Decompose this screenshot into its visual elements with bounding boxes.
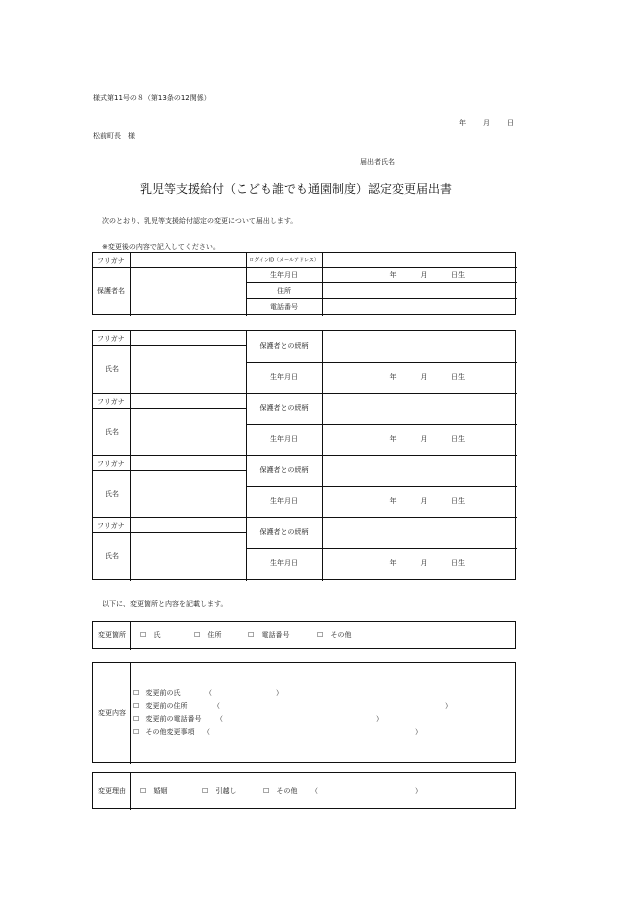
close-paren: ） [376, 715, 383, 723]
guardian-birthdate-label: 生年月日 [270, 271, 298, 279]
checkbox-icon[interactable]: ☐ [133, 689, 140, 697]
change-location-option-name[interactable] [140, 630, 161, 640]
guardian-address-label: 住所 [277, 287, 291, 295]
checkbox-icon[interactable]: ☐ [140, 631, 147, 639]
child-3-furigana-label: フリガナ [97, 460, 125, 468]
child-4-birthdate-label: 生年月日 [270, 559, 298, 567]
child-3-relation-label: 保護者との続柄 [259, 466, 309, 474]
change-content-item-phone[interactable] [133, 714, 202, 724]
open-paren: （ [203, 728, 210, 736]
checkbox-icon[interactable]: ☐ [248, 631, 255, 639]
intro-text: 次のとおり、乳児等支援給付認定の変更について届出します。 [102, 217, 298, 225]
checkbox-icon[interactable]: ☐ [133, 702, 140, 710]
child-3-birth-day: 日生 [451, 497, 465, 505]
child-1-relation-label: 保護者との続柄 [259, 342, 309, 350]
item-label: 変更前の住所 [145, 702, 188, 710]
open-paren: （ [311, 787, 318, 795]
login-id-label: ログインID（メールアドレス） [249, 257, 319, 264]
guardian-birth-year: 年 [389, 271, 397, 279]
page-title: 乳児等支援給付（こども誰でも通園制度）認定変更届出書 [140, 182, 453, 196]
option-label: その他 [276, 787, 298, 795]
guardian-phone-field[interactable] [323, 299, 517, 315]
addressee: 松前町長 様 [93, 132, 135, 140]
date-year-label: 年 [459, 119, 466, 127]
item-label: 変更前の氏 [145, 689, 181, 697]
fill-note: ※変更後の内容で記入してください。 [102, 243, 220, 251]
change-content-item-address[interactable] [133, 701, 188, 711]
children-table [92, 330, 516, 580]
close-paren: ） [415, 728, 422, 736]
child-4-relation-label: 保護者との続柄 [259, 528, 309, 536]
checkbox-icon[interactable]: ☐ [317, 631, 324, 639]
child-1-birth-day: 日生 [451, 373, 465, 381]
change-location-option-address[interactable] [194, 630, 222, 640]
option-label: 引越し [215, 787, 237, 795]
open-paren: （ [213, 702, 220, 710]
child-3-birth-year: 年 [389, 497, 397, 505]
change-location-option-other[interactable] [317, 630, 352, 640]
change-reason-table [92, 772, 516, 809]
option-label: 電話番号 [261, 631, 290, 639]
child-4-birth-day: 日生 [451, 559, 465, 567]
change-content-item-other[interactable] [133, 727, 195, 737]
change-reason-option-marriage[interactable] [140, 786, 168, 796]
child-3-birthdate-label: 生年月日 [270, 497, 298, 505]
child-2-birth-month: 月 [420, 435, 428, 443]
change-reason-label: 変更理由 [98, 787, 126, 795]
option-label: その他 [330, 631, 352, 639]
child-2-birth-year: 年 [389, 435, 397, 443]
child-1-name-label: 氏名 [105, 365, 119, 373]
guardian-name-field[interactable] [131, 268, 246, 315]
form-number: 様式第11号の８（第13条の12関係） [93, 94, 211, 102]
child-2-name-label: 氏名 [105, 428, 119, 436]
checkbox-icon[interactable]: ☐ [202, 787, 209, 795]
guardian-table [92, 252, 516, 315]
change-reason-option-other[interactable] [263, 786, 298, 796]
change-location-label: 変更箇所 [98, 631, 126, 639]
child-1-birth-month: 月 [420, 373, 428, 381]
child-2-relation-label: 保護者との続柄 [259, 404, 309, 412]
child-2-furigana-label: フリガナ [97, 398, 125, 406]
child-1-furigana-label: フリガナ [97, 335, 125, 343]
checkbox-icon[interactable]: ☐ [140, 787, 147, 795]
child-3-name-label: 氏名 [105, 490, 119, 498]
login-id-field[interactable] [323, 253, 517, 267]
option-label: 氏 [153, 631, 161, 639]
child-4-furigana-label: フリガナ [97, 522, 125, 530]
change-location-option-phone[interactable] [248, 630, 290, 640]
child-3-birth-month: 月 [420, 497, 428, 505]
child-1-birth-year: 年 [389, 373, 397, 381]
change-note: 以下に、変更箇所と内容を記載します。 [102, 600, 228, 608]
child-4-birth-month: 月 [420, 559, 428, 567]
guardian-name-label: 保護者名 [97, 287, 125, 295]
child-1-birthdate-label: 生年月日 [270, 373, 298, 381]
checkbox-icon[interactable]: ☐ [263, 787, 270, 795]
applicant-name-label: 届出者氏名 [360, 158, 395, 166]
child-2-birthdate-label: 生年月日 [270, 435, 298, 443]
date-month-label: 月 [483, 119, 490, 127]
option-label: 住所 [207, 631, 222, 639]
option-label: 婚姻 [153, 787, 168, 795]
guardian-birth-day: 日生 [451, 271, 465, 279]
guardian-birth-month: 月 [420, 271, 428, 279]
child-4-name-label: 氏名 [105, 552, 119, 560]
close-paren: ） [415, 787, 422, 795]
change-content-item-name[interactable] [133, 688, 181, 698]
change-location-table [92, 621, 516, 649]
child-2-birth-day: 日生 [451, 435, 465, 443]
close-paren: ） [445, 702, 452, 710]
close-paren: ） [276, 689, 283, 697]
change-content-label: 変更内容 [98, 709, 126, 717]
checkbox-icon[interactable]: ☐ [133, 715, 140, 723]
open-paren: （ [205, 689, 212, 697]
date-day-label: 日 [507, 119, 514, 127]
checkbox-icon[interactable]: ☐ [133, 728, 140, 736]
change-content-table [92, 662, 516, 763]
checkbox-icon[interactable]: ☐ [194, 631, 201, 639]
item-label: 変更前の電話番号 [145, 715, 202, 723]
guardian-furigana-label: フリガナ [97, 257, 125, 265]
guardian-address-field[interactable] [323, 283, 517, 298]
item-label: その他変更事項 [145, 728, 195, 736]
change-reason-option-moving[interactable] [202, 786, 237, 796]
child-4-birth-year: 年 [389, 559, 397, 567]
open-paren: （ [216, 715, 223, 723]
guardian-phone-label: 電話番号 [270, 303, 298, 311]
